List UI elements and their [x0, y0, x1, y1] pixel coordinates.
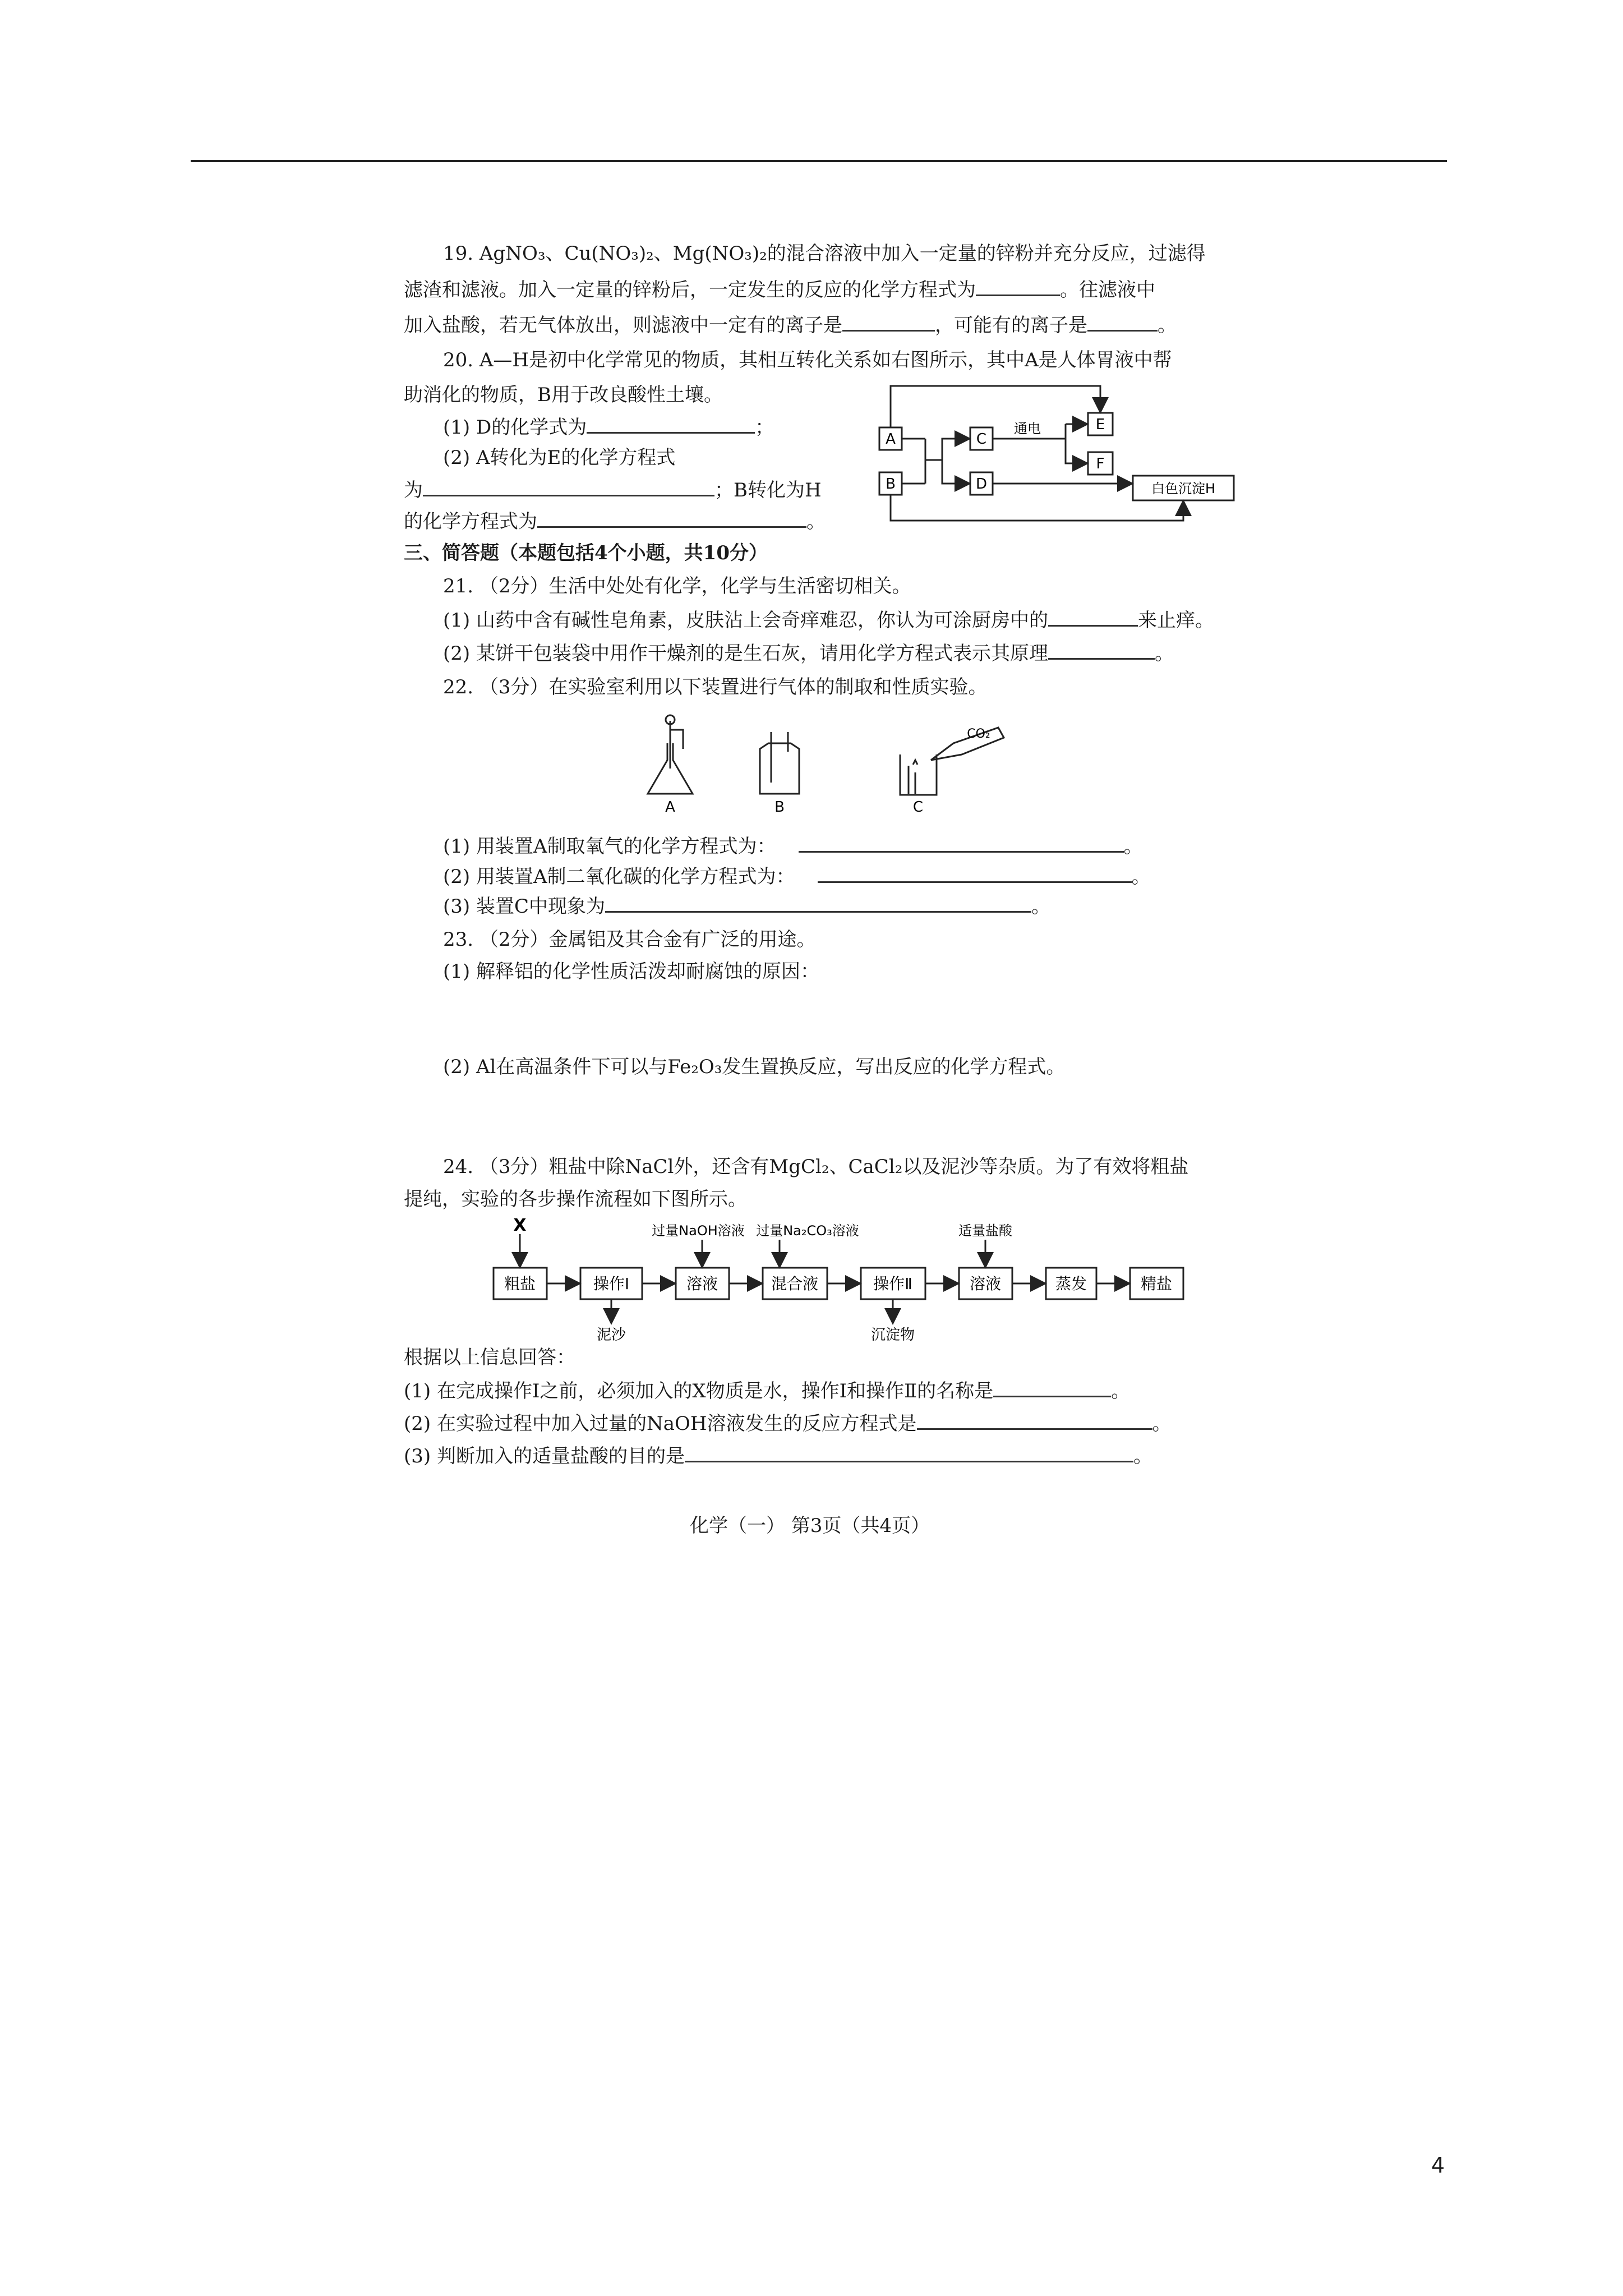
- flow-box: 精盐: [1140, 1274, 1173, 1293]
- q24-part1-text: (1) 在完成操作Ⅰ之前，必须加入的X物质是水，操作Ⅰ和操作Ⅱ的名称是: [404, 1380, 994, 1402]
- answer-blank[interactable]: [587, 415, 755, 434]
- node-a: A: [886, 431, 896, 448]
- q21-part1-text: (1) 山药中含有碱性皂角素，皮肤沾上会奇痒难忍，你认为可涂厨房中的: [443, 609, 1048, 632]
- q20-part1-text: (1) D的化学式为: [443, 416, 587, 439]
- q21-part2-text: (2) 某饼干包装袋中用作干燥剂的是生石灰，请用化学方程式表示其原理: [443, 642, 1048, 665]
- answer-blank[interactable]: [976, 278, 1060, 296]
- q23-part2: (2) Al在高温条件下可以与Fe₂O₃发生置换反应，写出反应的化学方程式。: [443, 1056, 1066, 1078]
- answer-blank[interactable]: [917, 1411, 1152, 1430]
- answer-blank[interactable]: [818, 864, 1132, 883]
- answer-blank[interactable]: [1048, 608, 1138, 627]
- q24-part2: [404, 1411, 1172, 1435]
- flow-box: 溶液: [686, 1274, 718, 1293]
- q19-line3-text: 加入盐酸，若无气体放出，则滤液中一定有的离子是: [404, 314, 842, 337]
- co2-label: CO₂: [967, 727, 990, 741]
- q19-line3: [404, 313, 1177, 337]
- q24-part1-end: 。: [1111, 1380, 1131, 1402]
- answer-blank[interactable]: [799, 834, 1124, 853]
- q22-part2-end: 。: [1131, 866, 1151, 888]
- q22-part3-text: (3) 装置C中现象为: [443, 895, 605, 918]
- mud-label: 泥沙: [596, 1327, 626, 1343]
- q23-line1: 23. （2分）金属铝及其合金有广泛的用途。: [443, 928, 816, 951]
- q24-flow-diagram: [482, 1212, 1223, 1346]
- q22-part1-text: (1) 用装置A制取氧气的化学方程式为：: [443, 835, 776, 858]
- q24-part3: [404, 1444, 1152, 1467]
- q22-apparatus-figure: [617, 710, 1009, 816]
- q23-part1: (1) 解释铝的化学性质活泼却耐腐蚀的原因：: [443, 960, 819, 983]
- answer-blank[interactable]: [1048, 641, 1155, 660]
- node-c: C: [976, 431, 987, 448]
- q24-line2: 提纯，实验的各步操作流程如下图所示。: [404, 1188, 747, 1211]
- q19-line3-end: 。: [1158, 314, 1177, 337]
- q20-line1: 20. A—H是初中化学常见的物质，其相互转化关系如右图所示，其中A是人体胃液中帮: [443, 349, 1172, 371]
- electrolysis-label: 通电: [1014, 421, 1041, 436]
- q19-line2-text: 滤渣和滤液。加入一定量的锌粉后，一定发生的反应的化学方程式为: [404, 279, 976, 301]
- naoh-label: 过量NaOH溶液: [652, 1223, 745, 1239]
- q21-part2-end: 。: [1154, 642, 1174, 665]
- q22-line1: 22. （3分）在实验室利用以下装置进行气体的制取和性质实验。: [443, 676, 988, 698]
- q20-part2: (2) A转化为E的化学方程式: [443, 447, 676, 469]
- answer-blank[interactable]: [537, 509, 806, 528]
- q19-line2: [404, 278, 1155, 301]
- q19-line1: 19. AgNO₃、Cu(NO₃)₂、Mg(NO₃)₂的混合溶液中加入一定量的锌粉并充分反应，过滤得: [443, 242, 1206, 265]
- q19-line3-mid: ，可能有的离子是: [935, 314, 1087, 337]
- answer-blank[interactable]: [1087, 313, 1158, 332]
- q22-part2-text: (2) 用装置A制二氧化碳的化学方程式为：: [443, 866, 795, 888]
- q21-part1-end: 来止痒。: [1137, 609, 1214, 632]
- q21-part1: [443, 608, 1214, 632]
- q20-part3: [404, 509, 826, 533]
- q22-part3-end: 。: [1031, 895, 1050, 918]
- q19-line2-end: 。往滤液中: [1060, 279, 1155, 301]
- q21-part2: [443, 641, 1174, 665]
- q20-part3-text: 的化学方程式为: [404, 510, 537, 533]
- q20-part2-tail: ；B转化为H: [714, 479, 822, 501]
- q24-ask: 根据以上信息回答：: [404, 1346, 575, 1369]
- q24-part3-end: 。: [1133, 1445, 1152, 1467]
- apparatus-c-label: C: [912, 799, 924, 816]
- q24-part2-end: 。: [1152, 1412, 1172, 1435]
- answer-blank[interactable]: [423, 478, 714, 496]
- q20-part1-end: ；: [755, 416, 774, 439]
- answer-blank[interactable]: [993, 1379, 1111, 1397]
- q21-line1: 21. （2分）生活中处处有化学，化学与生活密切相关。: [443, 575, 911, 597]
- section-3-heading: 三、简答题（本题包括4个小题，共10分）: [404, 542, 768, 564]
- page-footer: 化学（一） 第3页（共4页）: [690, 1515, 930, 1537]
- flow-box: 粗盐: [504, 1274, 536, 1293]
- flow-box: 蒸发: [1055, 1274, 1087, 1293]
- q22-part3: [443, 894, 1050, 918]
- q24-part2-text: (2) 在实验过程中加入过量的NaOH溶液发生的反应方程式是: [404, 1412, 917, 1435]
- q20-part2-wei: 为: [404, 479, 423, 501]
- node-d: D: [975, 476, 988, 493]
- page-number: 4: [1431, 2153, 1445, 2178]
- flow-box: 操作Ⅱ: [873, 1274, 912, 1293]
- hcl-label: 适量盐酸: [958, 1223, 1012, 1239]
- na2co3-label: 过量Na₂CO₃溶液: [756, 1223, 859, 1239]
- flow-box: 混合液: [771, 1274, 819, 1293]
- q20-line2: 助消化的物质，B用于改良酸性土壤。: [404, 384, 723, 406]
- q20-part3-end: 。: [806, 510, 826, 533]
- q20-transform-diagram: [864, 376, 1245, 533]
- q24-part3-text: (3) 判断加入的适量盐酸的目的是: [404, 1445, 685, 1467]
- q22-part1: [443, 834, 1143, 858]
- answer-blank[interactable]: [605, 894, 1031, 913]
- header-rule: [191, 160, 1447, 162]
- precipitate-label: 沉淀物: [870, 1327, 915, 1343]
- answer-blank[interactable]: [685, 1444, 1133, 1462]
- node-e: E: [1095, 416, 1105, 433]
- q24-line1: 24. （3分）粗盐中除NaCl外，还含有MgCl₂、CaCl₂以及泥沙等杂质。为了有效将粗盐: [443, 1156, 1189, 1178]
- q20-part2-cont: [404, 478, 822, 501]
- apparatus-b-label: B: [774, 799, 785, 816]
- node-b: B: [886, 476, 896, 493]
- node-h: 白色沉淀H: [1151, 481, 1216, 496]
- q24-part1: [404, 1379, 1130, 1402]
- q20-part1: [443, 415, 774, 439]
- answer-blank[interactable]: [842, 313, 935, 332]
- reagent-x-label: X: [513, 1216, 527, 1235]
- flow-box: 溶液: [969, 1274, 1002, 1293]
- apparatus-a-label: A: [665, 799, 675, 816]
- q22-part1-end: 。: [1123, 835, 1143, 858]
- node-f: F: [1096, 455, 1105, 472]
- q22-part2: [443, 864, 1151, 888]
- flow-box: 操作Ⅰ: [593, 1274, 630, 1293]
